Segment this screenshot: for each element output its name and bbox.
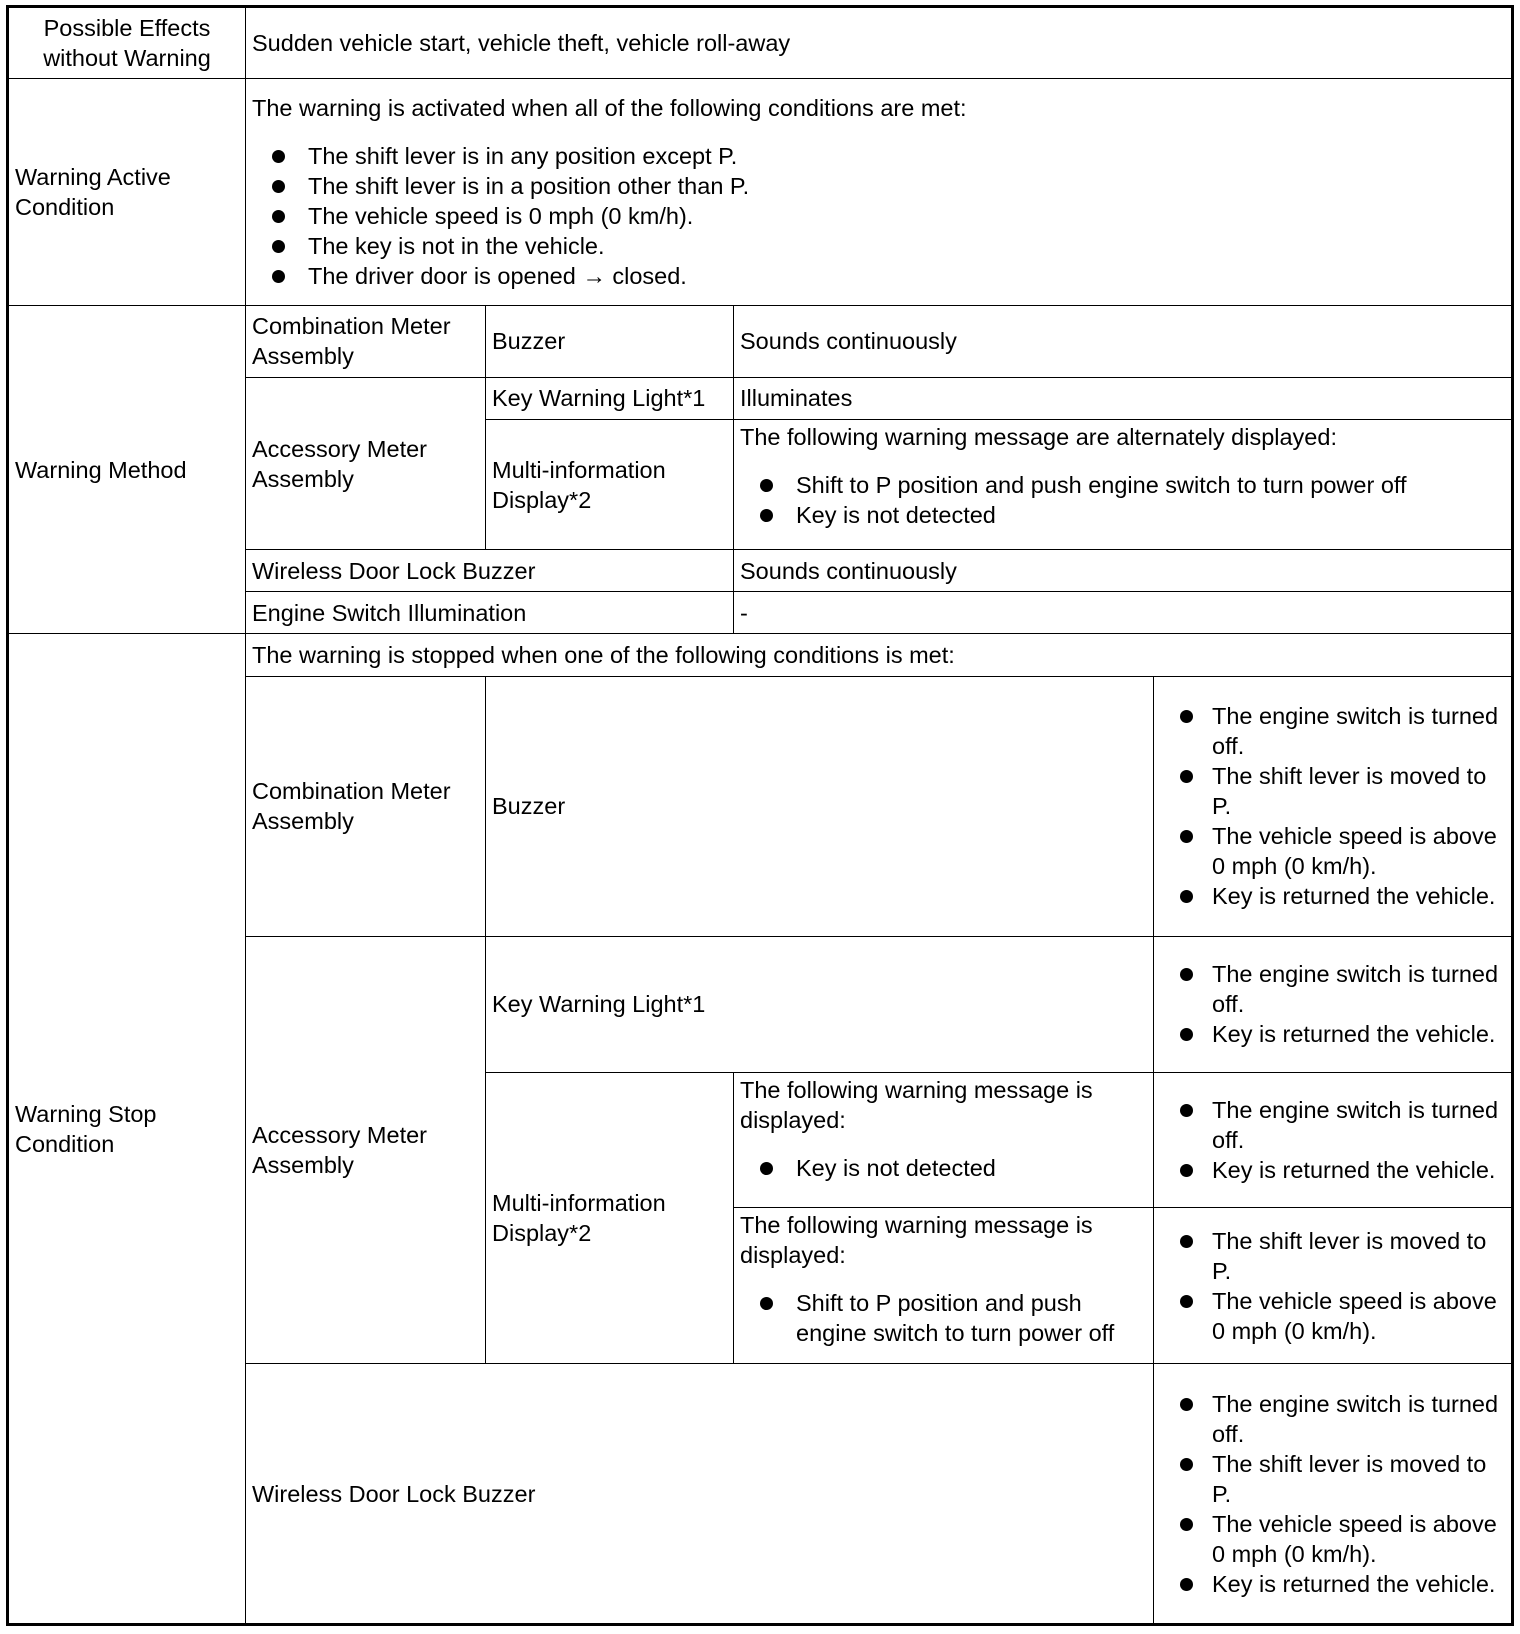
stop-combination-meter: Combination Meter Assembly [246,676,486,937]
method-mid-cell [734,419,1513,549]
possible-effects-value: Sudden vehicle start, vehicle theft, vehicle roll-away [246,7,1513,79]
list-item: The vehicle speed is above 0 mph (0 km/h). [1160,821,1505,881]
active-condition-intro: The warning is activated when all of the following conditions are met: [252,94,967,121]
list-item: The shift lever is moved to P. [1160,1449,1505,1509]
method-buzzer-action: Sounds continuously [734,305,1513,377]
method-wireless-action: Sounds continuously [734,550,1513,592]
list-item: Shift to P position and push engine switch to turn power off [740,1288,1147,1348]
warning-spec-table [6,5,1514,1626]
possible-effects-row [8,7,1513,79]
list-item: The vehicle speed is 0 mph (0 km/h). [252,201,1505,231]
stop-accessory-meter: Accessory Meter Assembly [246,937,486,1364]
list-item: The shift lever is in a position other than P. [252,171,1505,201]
list-item: The shift lever is moved to P. [1160,1226,1505,1286]
stop-buzzer-list [1160,701,1505,911]
method-mid: Multi-information Display*2 [486,419,734,549]
active-condition-label: Warning Active Condition [8,79,246,306]
list-item: The engine switch is turned off. [1160,701,1505,761]
list-item: Key is returned the vehicle. [1160,881,1505,911]
stop-wireless-cell [1154,1364,1513,1625]
stop-condition-label: Warning Stop Condition [8,634,246,1625]
method-mid-list [740,470,1505,530]
method-key-light-action: Illuminates [734,377,1513,419]
possible-effects-label: Possible Effects without Warning [8,7,246,79]
stop-intro-row [8,634,1513,676]
stop-mid-msg2-list [740,1288,1147,1348]
stop-mid-msg2-cell [734,1207,1154,1363]
stop-key-light-list [1160,959,1505,1049]
list-item: Key is returned the vehicle. [1160,1155,1505,1185]
list-item: Key is not detected [740,500,1505,530]
method-buzzer: Buzzer [486,305,734,377]
method-engine-illum: Engine Switch Illumination [246,592,734,634]
list-item: The driver door is opened → closed. [252,261,1505,291]
stop-wireless-list [1160,1389,1505,1599]
stop-mid-msg1-conditions [1154,1072,1513,1207]
method-combination-meter: Combination Meter Assembly [246,305,486,377]
list-item: Shift to P position and push engine switch to turn power off [740,470,1505,500]
list-item: The vehicle speed is above 0 mph (0 km/h). [1160,1509,1505,1569]
stop-buzzer-cell [1154,676,1513,937]
stop-key-light: Key Warning Light*1 [486,937,1154,1072]
list-item: Key is returned the vehicle. [1160,1019,1505,1049]
method-wireless-buzzer: Wireless Door Lock Buzzer [246,550,734,592]
method-buzzer-row [8,305,1513,377]
method-key-light: Key Warning Light*1 [486,377,734,419]
stop-key-light-cell [1154,937,1513,1072]
warning-method-label: Warning Method [8,305,246,634]
active-condition-cell [246,79,1513,306]
method-accessory-meter: Accessory Meter Assembly [246,377,486,549]
stop-mid-msg1-intro: The following warning message is displayed: [740,1076,1093,1133]
list-item: The vehicle speed is above 0 mph (0 km/h). [1160,1286,1505,1346]
stop-mid-msg2-intro: The following warning message is displayed: [740,1211,1093,1268]
stop-mid-msg1-cond-list [1160,1095,1505,1185]
list-item: Key is not detected [740,1153,1147,1183]
stop-mid-msg2-cond-list [1160,1226,1505,1346]
list-item: The engine switch is turned off. [1160,1095,1505,1155]
list-item: The engine switch is turned off. [1160,959,1505,1019]
stop-mid-msg1-list [740,1153,1147,1183]
list-item: Key is returned the vehicle. [1160,1569,1505,1599]
stop-wireless-buzzer: Wireless Door Lock Buzzer [246,1364,1154,1625]
active-condition-list [252,141,1505,291]
stop-mid-msg2-conditions [1154,1207,1513,1363]
list-item: The key is not in the vehicle. [252,231,1505,261]
active-condition-row [8,79,1513,306]
stop-buzzer: Buzzer [486,676,1154,937]
list-item: The engine switch is turned off. [1160,1389,1505,1449]
stop-mid: Multi-information Display*2 [486,1072,734,1364]
stop-condition-intro: The warning is stopped when one of the following conditions is met: [246,634,1513,676]
list-item: The shift lever is moved to P. [1160,761,1505,821]
method-engine-illum-action: - [734,592,1513,634]
list-item: The shift lever is in any position except P. [252,141,1505,171]
method-mid-intro: The following warning message are alternately displayed: [740,423,1337,450]
stop-mid-msg1-cell [734,1072,1154,1207]
